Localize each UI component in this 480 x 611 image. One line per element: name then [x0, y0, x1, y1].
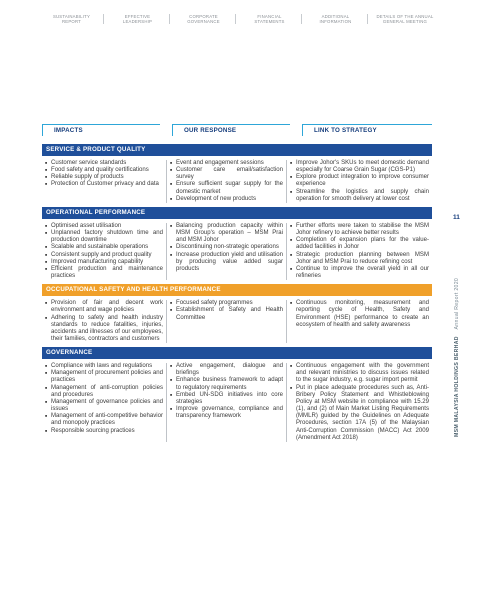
nav-item[interactable]	[238, 14, 302, 24]
list-item: ■ Event and engagement sessions	[170, 160, 283, 167]
list-item: ■ Unplanned factory shutdown time and production downtime	[45, 230, 163, 244]
list-item: ■ Further efforts were taken to stabilise the MSM Johor refinery to achieve better results	[290, 223, 429, 237]
strategy-cell	[286, 300, 432, 343]
nav-item-line: DETAILS OF THE ANNUAL	[376, 14, 434, 19]
report-name: Annual Report 2020	[454, 277, 460, 330]
list-item: ■ Optimised asset utilisation	[45, 223, 163, 230]
response-list	[170, 300, 283, 321]
list-item: ■ Management of anti-corruption policies and procedures	[45, 385, 163, 399]
list-item: ■ Development of new products	[170, 196, 283, 203]
strategy-list	[290, 363, 429, 442]
impacts-list	[45, 363, 163, 435]
strategy-list	[290, 300, 429, 329]
impacts-cell	[42, 160, 166, 203]
page-number: 11	[453, 214, 460, 221]
strategy-list	[290, 160, 429, 203]
section-row	[42, 359, 432, 446]
list-item: ■ Increase production yield and utilisation by producing value added sugar products	[170, 252, 283, 273]
nav-item-line: REPORT	[61, 19, 82, 25]
nav-item-line: INFORMATION	[319, 19, 352, 25]
strategy-cell	[286, 363, 432, 442]
response-cell	[166, 363, 286, 442]
list-item: ■ Balancing production capacity within MSM Group's operation – MSM Prai and MSM Johor	[170, 223, 283, 244]
nav-item-line: FINANCIAL	[257, 14, 282, 19]
list-item: ■ Responsible sourcing practices	[45, 428, 163, 435]
nav-item-line: SUSTAINABILITY	[52, 14, 91, 19]
section-title-bar: OPERATIONAL PERFORMANCE	[42, 207, 432, 219]
nav-item-line: ADDITIONAL	[321, 14, 350, 19]
list-item: ■ Put in place adequate procedures such as, Anti-Bribery Policy Statement and Whistleblowing Policy at MSM website in compliance with 15.29 (1), and (2) of Main Market Listing Requirements (MMLR) guided by the Guidelines on Adequate Procedures, section 17A (5) of the Malaysian Anti-Corruption Commission (MACC) Act 2009 (Amendment Act 2018)	[290, 385, 429, 442]
strategy-list	[290, 223, 429, 280]
nav-item-line: LEADERSHIP	[122, 19, 153, 25]
nav-item[interactable]	[172, 14, 236, 24]
list-item: ■ Explore product integration to improve consumer experience	[290, 174, 429, 188]
list-item: ■ Embed UN-SDG initiatives into core strategies	[170, 392, 283, 406]
impacts-label: IMPACTS	[54, 127, 83, 134]
response-cell	[166, 223, 286, 280]
impacts-list	[45, 300, 163, 343]
list-item: ■ Provision of fair and decent work environment and wage policies	[45, 300, 163, 314]
impacts-list	[45, 223, 163, 280]
list-item: ■ Consistent supply and product quality	[45, 252, 163, 259]
section-row	[42, 296, 432, 347]
nav-item[interactable]	[370, 14, 440, 24]
response-cell	[166, 160, 286, 203]
nav-item[interactable]	[304, 14, 368, 24]
list-item: ■ Continuous engagement with the government and relevant ministries to discuss issues related to the sugar industry, e.g. sugar import permit	[290, 363, 429, 384]
response-cell	[166, 300, 286, 343]
response-list	[170, 363, 283, 420]
list-item: ■ Streamline the logistics and supply chain operation for smooth delivery at lower cost	[290, 189, 429, 203]
nav-item-line: EFFECTIVE	[124, 14, 151, 19]
response-list	[170, 223, 283, 273]
column-header-response	[172, 124, 290, 136]
list-item: ■ Management of procurement policies and practices	[45, 370, 163, 384]
response-list	[170, 160, 283, 203]
list-item: ■ Continuous monitoring, measurement and reporting cycle of Health, Safety and Environment (HSE) performance to create an ecosystem of health and safety awareness	[290, 300, 429, 329]
impacts-cell	[42, 223, 166, 280]
company-name: MSM MALAYSIA HOLDINGS BERHAD	[454, 336, 460, 437]
list-item: ■ Improved manufacturing capability	[45, 259, 163, 266]
response-label: OUR RESPONSE	[184, 127, 237, 134]
list-item: ■ Improve Johor's SKUs to meet domestic demand especially for Coarse Grain Sugar (CGS-P1)	[290, 160, 429, 174]
list-item: ■ Food safety and quality certifications	[45, 167, 163, 174]
nav-item-line: GENERAL MEETING	[382, 19, 428, 25]
list-item: ■ Efficient production and maintenance practices	[45, 266, 163, 280]
list-item: ■ Scalable and sustainable operations	[45, 244, 163, 251]
list-item: ■ Continue to improve the overall yield in all our refineries	[290, 266, 429, 280]
column-header-impacts	[42, 124, 160, 136]
list-item: ■ Customer service standards	[45, 160, 163, 167]
list-item: ■ Discontinuing non-strategic operations	[170, 244, 283, 251]
nav-item-line: STATEMENTS	[254, 19, 285, 25]
section-row	[42, 219, 432, 284]
section-title-bar: SERVICE & PRODUCT QUALITY	[42, 144, 432, 156]
strategy-label: LINK TO STRATEGY	[314, 127, 377, 134]
list-item: ■ Active engagement, dialogue and briefings	[170, 363, 283, 377]
nav-item-line: GOVERNANCE	[187, 19, 220, 25]
list-item: ■ Compliance with laws and regulations	[45, 363, 163, 370]
section-row	[42, 156, 432, 207]
sections-container	[42, 144, 432, 446]
list-item: ■ Improve governance, compliance and transparency framework	[170, 406, 283, 420]
list-item: ■ Reliable supply of products	[45, 174, 163, 181]
nav-item-line: CORPORATE	[189, 14, 218, 19]
list-item: ■ Completion of expansion plans for the value-added facilities in Johor	[290, 237, 429, 251]
impacts-list	[45, 160, 163, 189]
column-header-strategy	[302, 124, 432, 136]
nav-item[interactable]	[40, 14, 104, 24]
list-item: ■ Focused safety programmes	[170, 300, 283, 307]
list-item: ■ Adhering to safety and health industry standards to reduce fatalities, injuries, accidents and illnesses of our employees, their families, contractors and customers	[45, 315, 163, 344]
strategy-cell	[286, 160, 432, 203]
nav-item[interactable]	[106, 14, 170, 24]
impacts-cell	[42, 363, 166, 442]
list-item: ■ Management of anti-competitive behavior and monopoly practices	[45, 413, 163, 427]
section-title-bar: OCCUPATIONAL SAFETY AND HEALTH PERFORMANCE	[42, 284, 432, 296]
strategy-cell	[286, 223, 432, 280]
top-navigation	[40, 14, 440, 24]
stakeholder-table	[42, 124, 432, 446]
impacts-cell	[42, 300, 166, 343]
side-report-title	[454, 278, 460, 437]
list-item: ■ Protection of Customer privacy and data	[45, 181, 163, 188]
section-title-bar: GOVERNANCE	[42, 347, 432, 359]
title-spacer	[454, 331, 460, 334]
list-item: ■ Establishment of Safety and Health Committee	[170, 307, 283, 321]
list-item: ■ Enhance business framework to adapt to regulatory requirements	[170, 377, 283, 391]
list-item: ■ Strategic production planning between MSM Johor and MSM Prai to reduce refining cost	[290, 252, 429, 266]
column-headers	[42, 124, 432, 138]
list-item: ■ Customer care email/satisfaction survey	[170, 167, 283, 181]
list-item: ■ Management of governance policies and issues	[45, 399, 163, 413]
list-item: ■ Ensure sufficient sugar supply for the domestic market	[170, 181, 283, 195]
